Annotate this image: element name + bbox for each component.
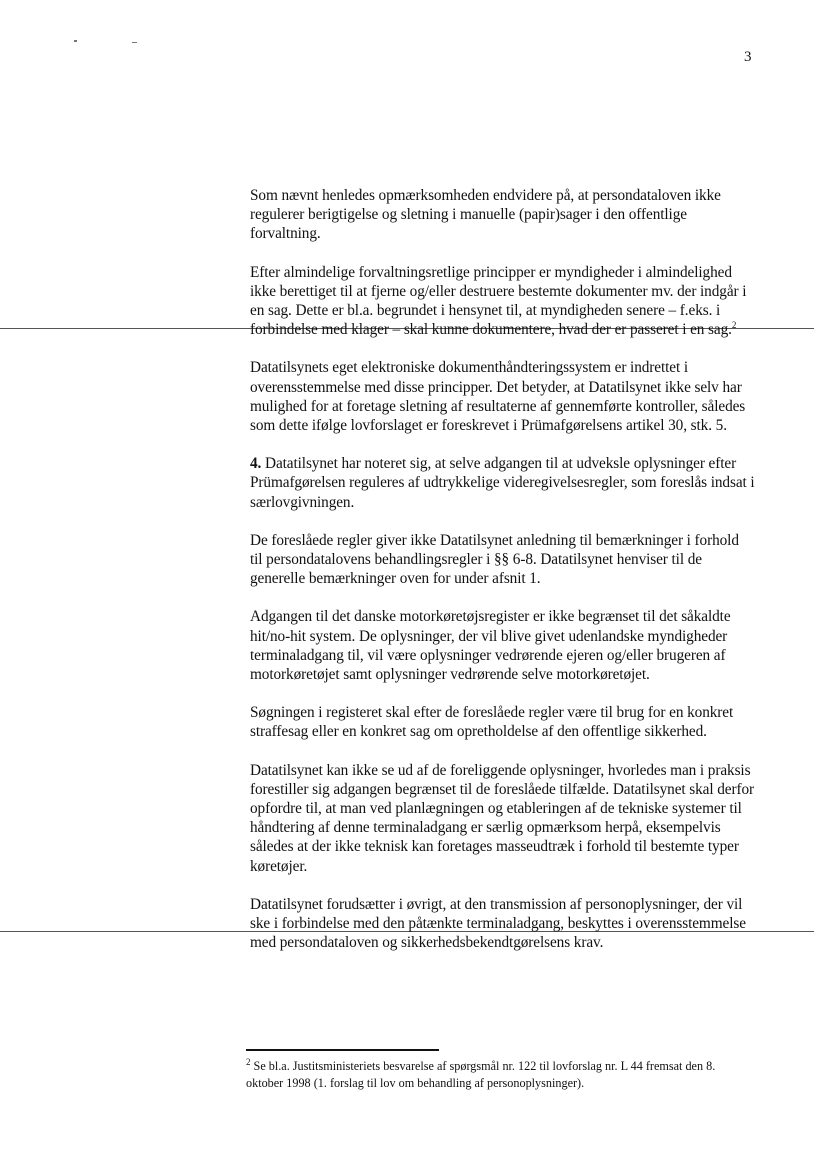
scan-speck	[74, 40, 77, 42]
paragraph: Adgangen til det danske motorkøretøjsregister er ikke begrænset til det såkaldte hit/no-hit system. De oplysninger, der vil blive givet udenlandske myndigheder terminaladgang til, vil være oplysninger vedrørende ejeren og/eller brugeren af motorkøretøjet samt oplysninger vedrørende selve motorkøretøjet.	[250, 608, 731, 684]
footnote-reference: 2	[731, 320, 737, 331]
footnote-number: 2	[246, 1056, 251, 1067]
paragraph: Datatilsynet forudsætter i øvrigt, at den transmission af personoplysninger, der vil ske i forbindelse med den påtænkte terminaladgang, beskyttes i overensstemmelse med persondataloven og sikkerhedsbekendtgørelsens krav.	[250, 895, 746, 952]
paragraph: Datatilsynets eget elektroniske dokumenthåndteringssystem er indrettet i overensstemmelse med disse principper. Det betyder, at Datatilsynet ikke selv har mulighed for at foretage sletning af resultaterne af gennemførte kontroller, således som dette ifølge lovforslaget er foreskrevet i Prümafgørelsens artikel 30, stk. 5.	[250, 359, 746, 435]
paragraph: Datatilsynet kan ikke se ud af de foreliggende oplysninger, hvorledes man i praksis forestiller sig adgangen begrænset til de foreslåede tilfælde. Datatilsynet skal derfor opfordre til, at man ved planlægningen og etableringen af de tekniske systemer til håndtering af denne terminaladgang er særlig opmærksom herpå, eksempelvis således at der ikke teknisk kan foretages masseudtræk i forhold til bestemte typer køretøjer.	[250, 761, 755, 875]
footnote: $^2$ Se bl.a. Justitsministeriets besvarelse af spørgsmål nr. 122 til lovforslag nr. L 44 fremsat den 8. oktober 1998 (1. forslag til lov om behandling af personoplysninger).	[246, 1056, 716, 1090]
paragraph-section-4: 4. Datatilsynet har noteret sig, at selve adgangen til at udveksle oplysninger efter Prümafgørelsen reguleres af udtrykkelige videregivelsesregler, som foreslås indsat i særlovgivningen.	[250, 455, 755, 511]
scan-speck	[132, 42, 137, 43]
paragraph: Søgningen i registeret skal efter de foreslåede regler være til brug for en konkret straffesag eller en konkret sag om opretholdelse af den offentlige sikkerhed.	[250, 704, 734, 741]
paragraph: De foreslåede regler giver ikke Datatilsynet anledning til bemærkninger i forhold til persondatalovens behandlingsregler i §§ 6-8. Datatilsynet henviser til de generelle bemærkninger oven for under afsnit 1.	[250, 531, 739, 588]
document-body	[250, 186, 755, 972]
section-number: 4.	[250, 455, 262, 473]
page-number: 3	[744, 49, 752, 65]
paragraph: Som nævnt henledes opmærksomheden endvidere på, at persondataloven ikke regulerer berigtigelse og sletning i manuelle (papir)sager i den offentlige forvaltning.	[250, 187, 721, 243]
footnote-separator	[246, 1049, 439, 1051]
paragraph: Efter almindelige forvaltningsretlige principper er myndigheder i almindelighed ikke berettiget til at fjerne og/eller destruere bestemte dokumenter mv. der indgår i en sag. Dette er bl.a. begrundet i hensynet til, at myndigheden senere – f.eks. i forbindelse med klager – skal kunne dokumentere, hvad der er passeret i en sag.$^2$	[250, 263, 747, 339]
